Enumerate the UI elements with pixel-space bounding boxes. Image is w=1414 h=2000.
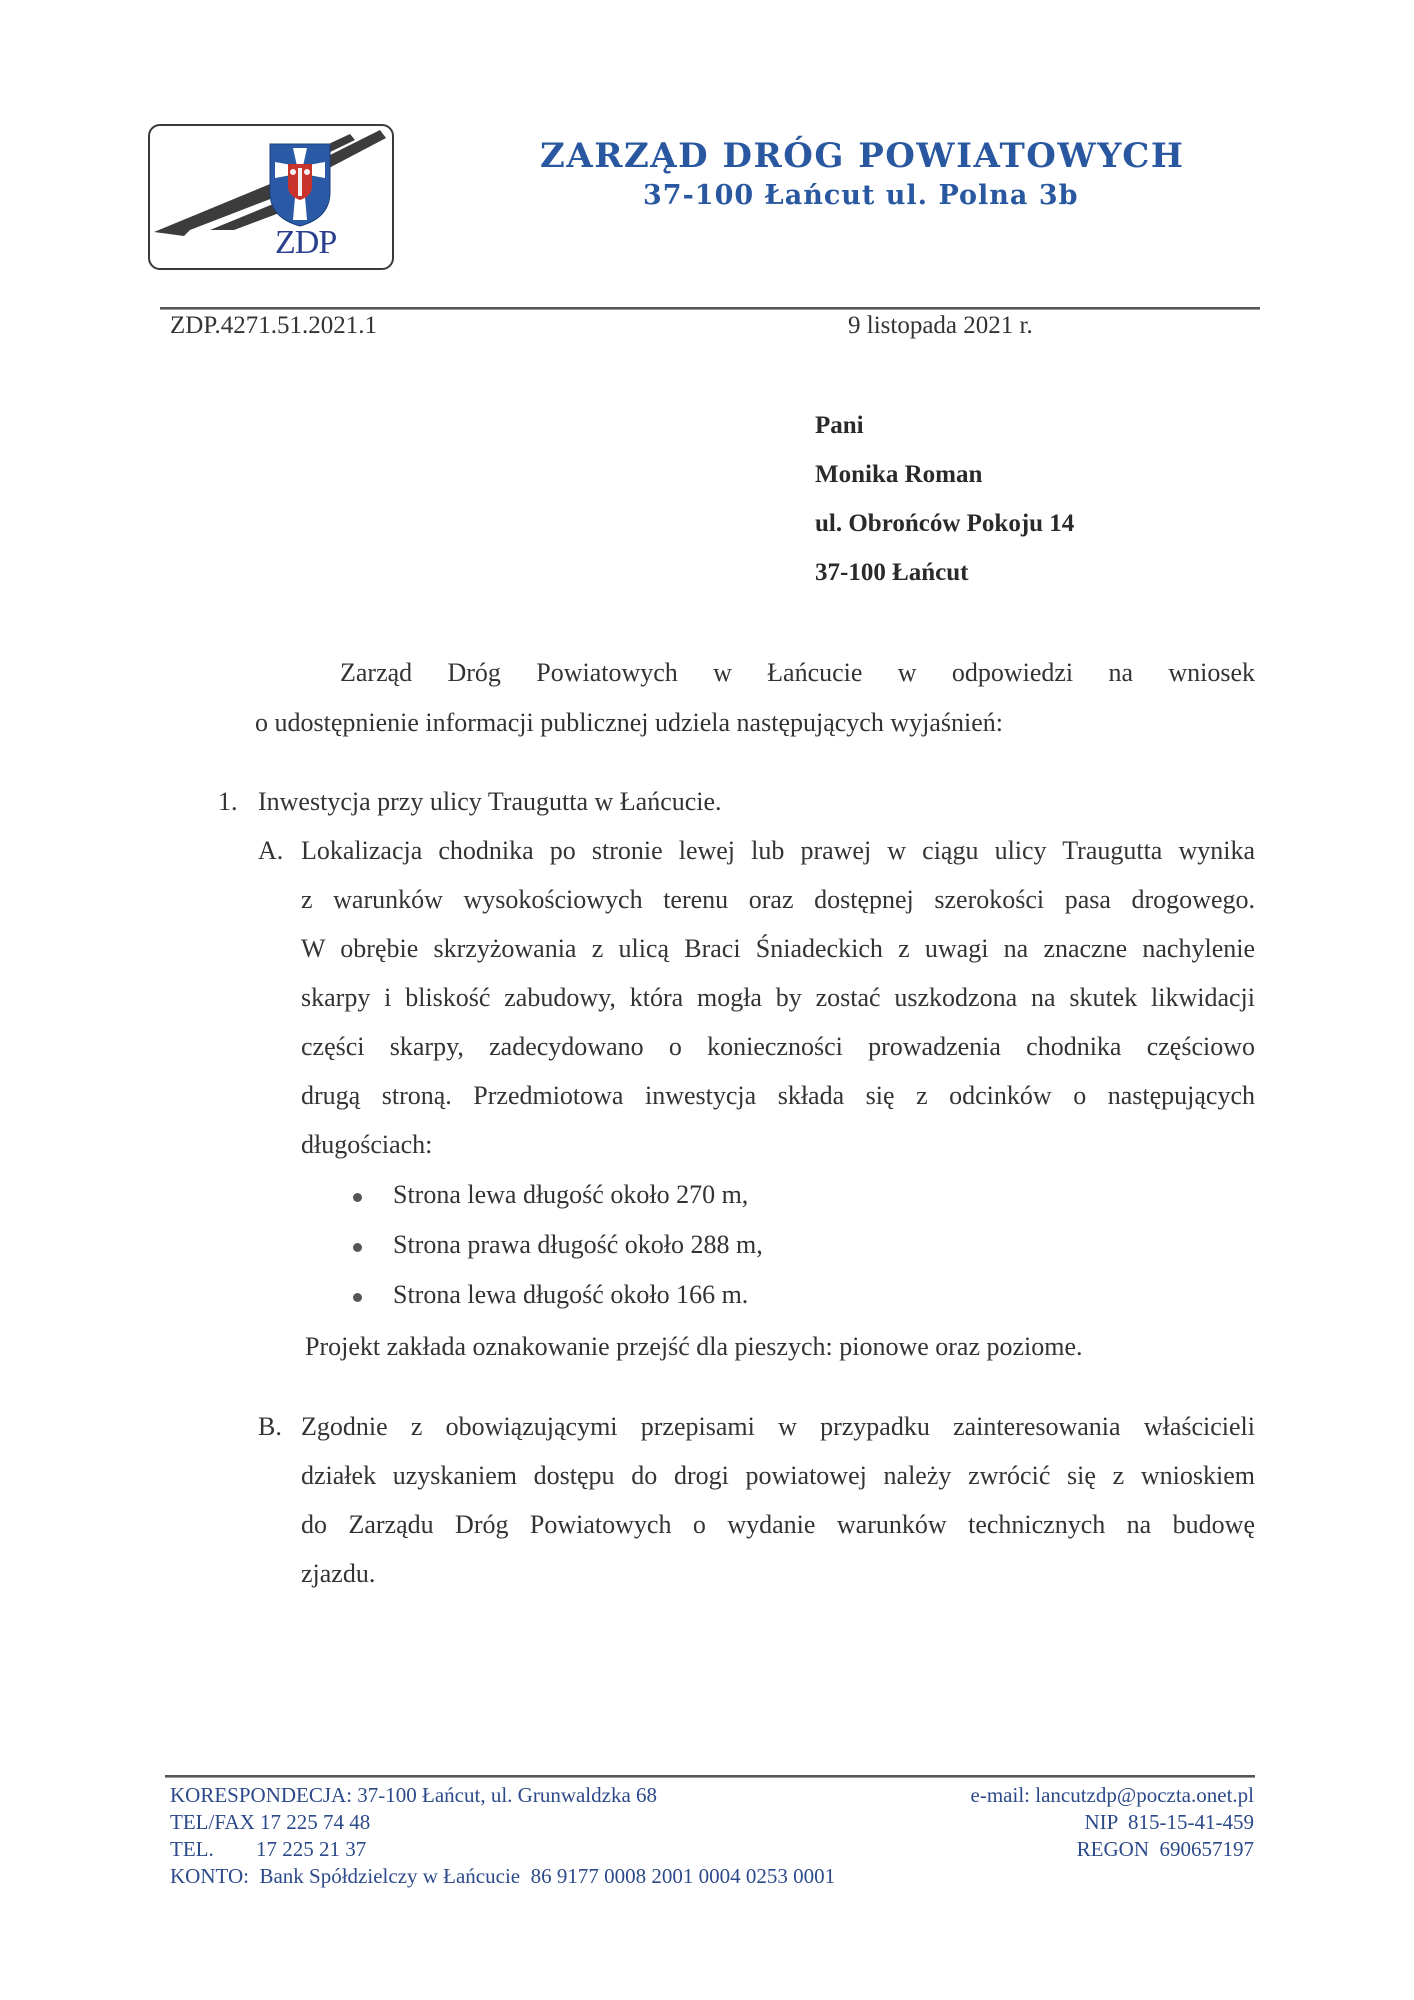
recipient-name: Monika Roman [815,461,983,488]
organization-logo [148,124,394,270]
bullet-icon [353,1243,362,1252]
list-item: Strona prawa długość około 288 m, [393,1230,763,1259]
project-note: Projekt zakłada oznakowanie przejść dla pieszych: pionowe oraz poziome. [305,1332,1083,1361]
organization-name: ZARZĄD DRÓG POWIATOWYCH [540,136,1185,176]
reference-number: ZDP.4271.51.2021.1 [170,312,377,339]
paragraph-line: zjazdu. [301,1559,376,1588]
paragraph-line: długościach: [301,1130,433,1159]
paragraph-line: Zgodnie z obowiązującymi przepisami w przypadku zainteresowania właścicieli [301,1412,1255,1441]
footer-tel-label: TEL. [170,1837,214,1861]
list-item: Strona lewa długość około 166 m. [393,1280,749,1309]
recipient-salutation: Pani [815,412,864,439]
road-emblem-icon [150,126,392,268]
footer-nip: NIP 815-15-41-459 [1084,1810,1254,1834]
section-number: 1. [218,787,238,816]
paragraph-line: Lokalizacja chodnika po stronie lewej lub prawej w ciągu ulicy Traugutta wynika [301,836,1255,865]
bullet-icon [353,1193,362,1202]
footer-tel [170,1836,835,1863]
footer-tel-number: 17 225 21 37 [256,1837,367,1861]
footer-correspondence: KORESPONDECJA: 37-100 Łańcut, ul. Grunwaldzka 68 [170,1783,658,1807]
list-item: Strona lewa długość około 270 m, [393,1180,749,1209]
paragraph-line: działek uzyskaniem dostępu do drogi powiatowej należy zwrócić się z wnioskiem [301,1461,1255,1490]
footer-identifiers [971,1782,1254,1863]
section-title: Inwestycja przy ulicy Traugutta w Łańcucie. [258,787,722,816]
recipient-city: 37-100 Łańcut [815,559,969,586]
header-divider [160,307,1260,310]
logo-text: ZDP [275,224,337,261]
letter-date: 9 listopada 2021 r. [848,312,1033,339]
recipient-street: ul. Obrońców Pokoju 14 [815,510,1075,537]
intro-line: o udostępnienie informacji publicznej udziela następujących wyjaśnień: [255,708,1003,737]
footer-account: KONTO: Bank Spółdzielczy w Łańcucie 86 9177 0008 2001 0004 0253 0001 [170,1864,836,1888]
paragraph-line: części skarpy, zadecydowano o konieczności prowadzenia chodnika częściowo [301,1032,1255,1061]
intro-line: Zarząd Dróg Powiatowych w Łańcucie w odpowiedzi na wniosek [340,658,1255,687]
paragraph-line: W obrębie skrzyżowania z ulicą Braci Śniadeckich z uwagi na znaczne nachylenie [301,934,1255,963]
paragraph-line: z warunków wysokościowych terenu oraz dostępnej szerokości pasa drogowego. [301,885,1255,914]
footer-contact [170,1782,835,1890]
paragraph-line: do Zarządu Dróg Powiatowych o wydanie warunków technicznych na budowę [301,1510,1255,1539]
paragraph-line: drugą stroną. Przedmiotowa inwestycja składa się z odcinków o następujących [301,1081,1255,1110]
footer-divider [165,1775,1255,1778]
bullet-icon [353,1293,362,1302]
subsection-letter-b: B. [258,1412,282,1441]
organization-address: 37-100 Łańcut ul. Polna 3b [643,180,1079,211]
paragraph-line: skarpy i bliskość zabudowy, która mogła by zostać uszkodzona na skutek likwidacji [301,983,1255,1012]
footer-telfax: TEL/FAX 17 225 74 48 [170,1810,371,1834]
footer-regon: REGON 690657197 [1076,1837,1254,1861]
footer-email: e-mail: lancutzdp@poczta.onet.pl [970,1783,1254,1807]
subsection-letter-a: A. [258,836,284,865]
